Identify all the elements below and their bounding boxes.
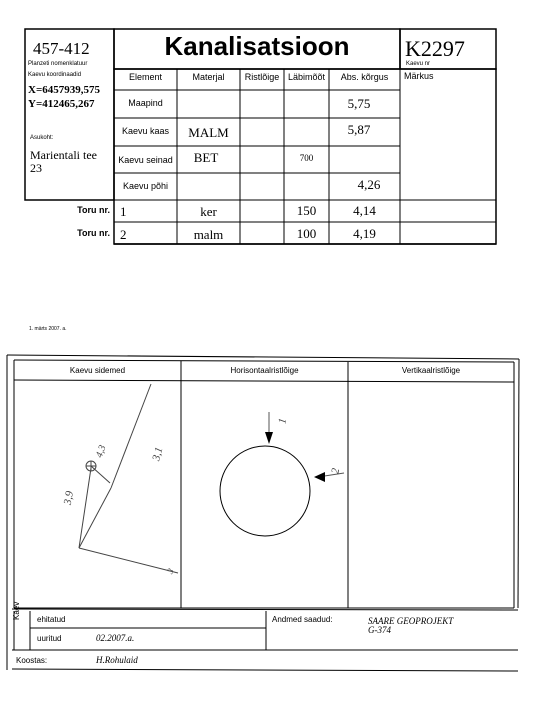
- panel-title-connections: Kaevu sidemed: [69, 366, 126, 375]
- col-header-height: Abs. kõrgus: [340, 72, 389, 82]
- date-note: 1. märts 2007. a.: [29, 326, 67, 332]
- sketch-dim-a: 4,3: [93, 443, 109, 460]
- row-element-label: Kaevu seinad: [118, 155, 173, 165]
- col-header-element: Element: [128, 72, 163, 82]
- coordinate-x: X=6457939,575: [28, 84, 100, 96]
- location-value-line1: Marientali tee: [30, 148, 97, 162]
- data-source-line2: G-374: [368, 625, 391, 635]
- pipe-number: 2: [120, 227, 127, 242]
- pipe-label: Toru nr.: [77, 205, 110, 215]
- data-source-label: Andmed saadud:: [272, 615, 333, 624]
- location-label: Asukoht:: [30, 135, 54, 141]
- row-diameter-value: 700: [299, 153, 314, 163]
- panel-title-vertical: Vertikaalristlõige: [401, 366, 461, 375]
- plan-number: 457-412: [33, 39, 90, 58]
- data-source-line1: SAARE GEOPROJEKT: [368, 616, 454, 626]
- row-element-label: Kaevu kaas: [121, 126, 170, 136]
- well-id: K2297: [405, 36, 465, 61]
- col-header-section: Ristlõige: [244, 72, 280, 82]
- row-height-value: 4,26: [357, 177, 381, 192]
- author-value: H.Rohulaid: [96, 655, 138, 665]
- row-element-label: Kaevu põhi: [122, 181, 169, 191]
- author-label: Koostas:: [16, 656, 48, 665]
- well-id-label: Kaevu nr: [406, 61, 431, 67]
- pipe-number: 1: [120, 204, 127, 219]
- survey-sheet: [0, 320, 537, 710]
- surveyed-label: uuritud: [37, 634, 62, 643]
- pipe-height: 4,19: [353, 226, 376, 241]
- built-label: ehitatud: [37, 615, 66, 624]
- pipe-material: ker: [200, 204, 217, 219]
- row-material-value: MALM: [188, 125, 229, 140]
- footer-side-label: Kaev: [12, 601, 21, 620]
- col-header-diameter: Läbimõõt: [287, 72, 326, 82]
- plan-number-label: Planzeti nomenklatuur: [28, 61, 88, 67]
- survey-sheet-frame: [0, 320, 537, 710]
- sketch-dim-d: 3: [164, 566, 176, 576]
- row-material-value: BET: [193, 150, 219, 165]
- pipe-diameter: 100: [296, 226, 317, 241]
- coordinates-label: Kaevu koordinaadid: [28, 72, 82, 78]
- surveyed-value: 02.2007.a.: [96, 633, 135, 643]
- horizontal-section-sketch: [220, 412, 344, 536]
- row-height-value: 5,75: [347, 96, 371, 111]
- pipe2-arrow-label: 2: [329, 467, 343, 475]
- well-card: [0, 0, 537, 250]
- pipe-label: Toru nr.: [77, 228, 110, 238]
- col-header-material: Materjal: [192, 72, 225, 82]
- pipe-material: malm: [193, 227, 224, 242]
- panel-title-horizontal: Horisontaalristlõige: [230, 366, 299, 375]
- pipe1-arrow-label: 1: [276, 417, 290, 425]
- row-height-value: 5,87: [347, 122, 371, 137]
- sketch-dim-c: 3,1: [150, 445, 166, 463]
- pipe-height: 4,14: [353, 203, 376, 218]
- sketch-dim-b: 3,9: [61, 490, 76, 506]
- page-title: Kanalisatsioon: [164, 31, 350, 61]
- coordinate-y: Y=412465,267: [28, 98, 95, 110]
- row-element-label: Maapind: [128, 98, 163, 108]
- pipe-diameter: 150: [296, 203, 317, 218]
- col-header-note: Märkus: [404, 71, 434, 81]
- well-connections-sketch: [79, 384, 178, 573]
- location-value-line2: 23: [30, 161, 42, 175]
